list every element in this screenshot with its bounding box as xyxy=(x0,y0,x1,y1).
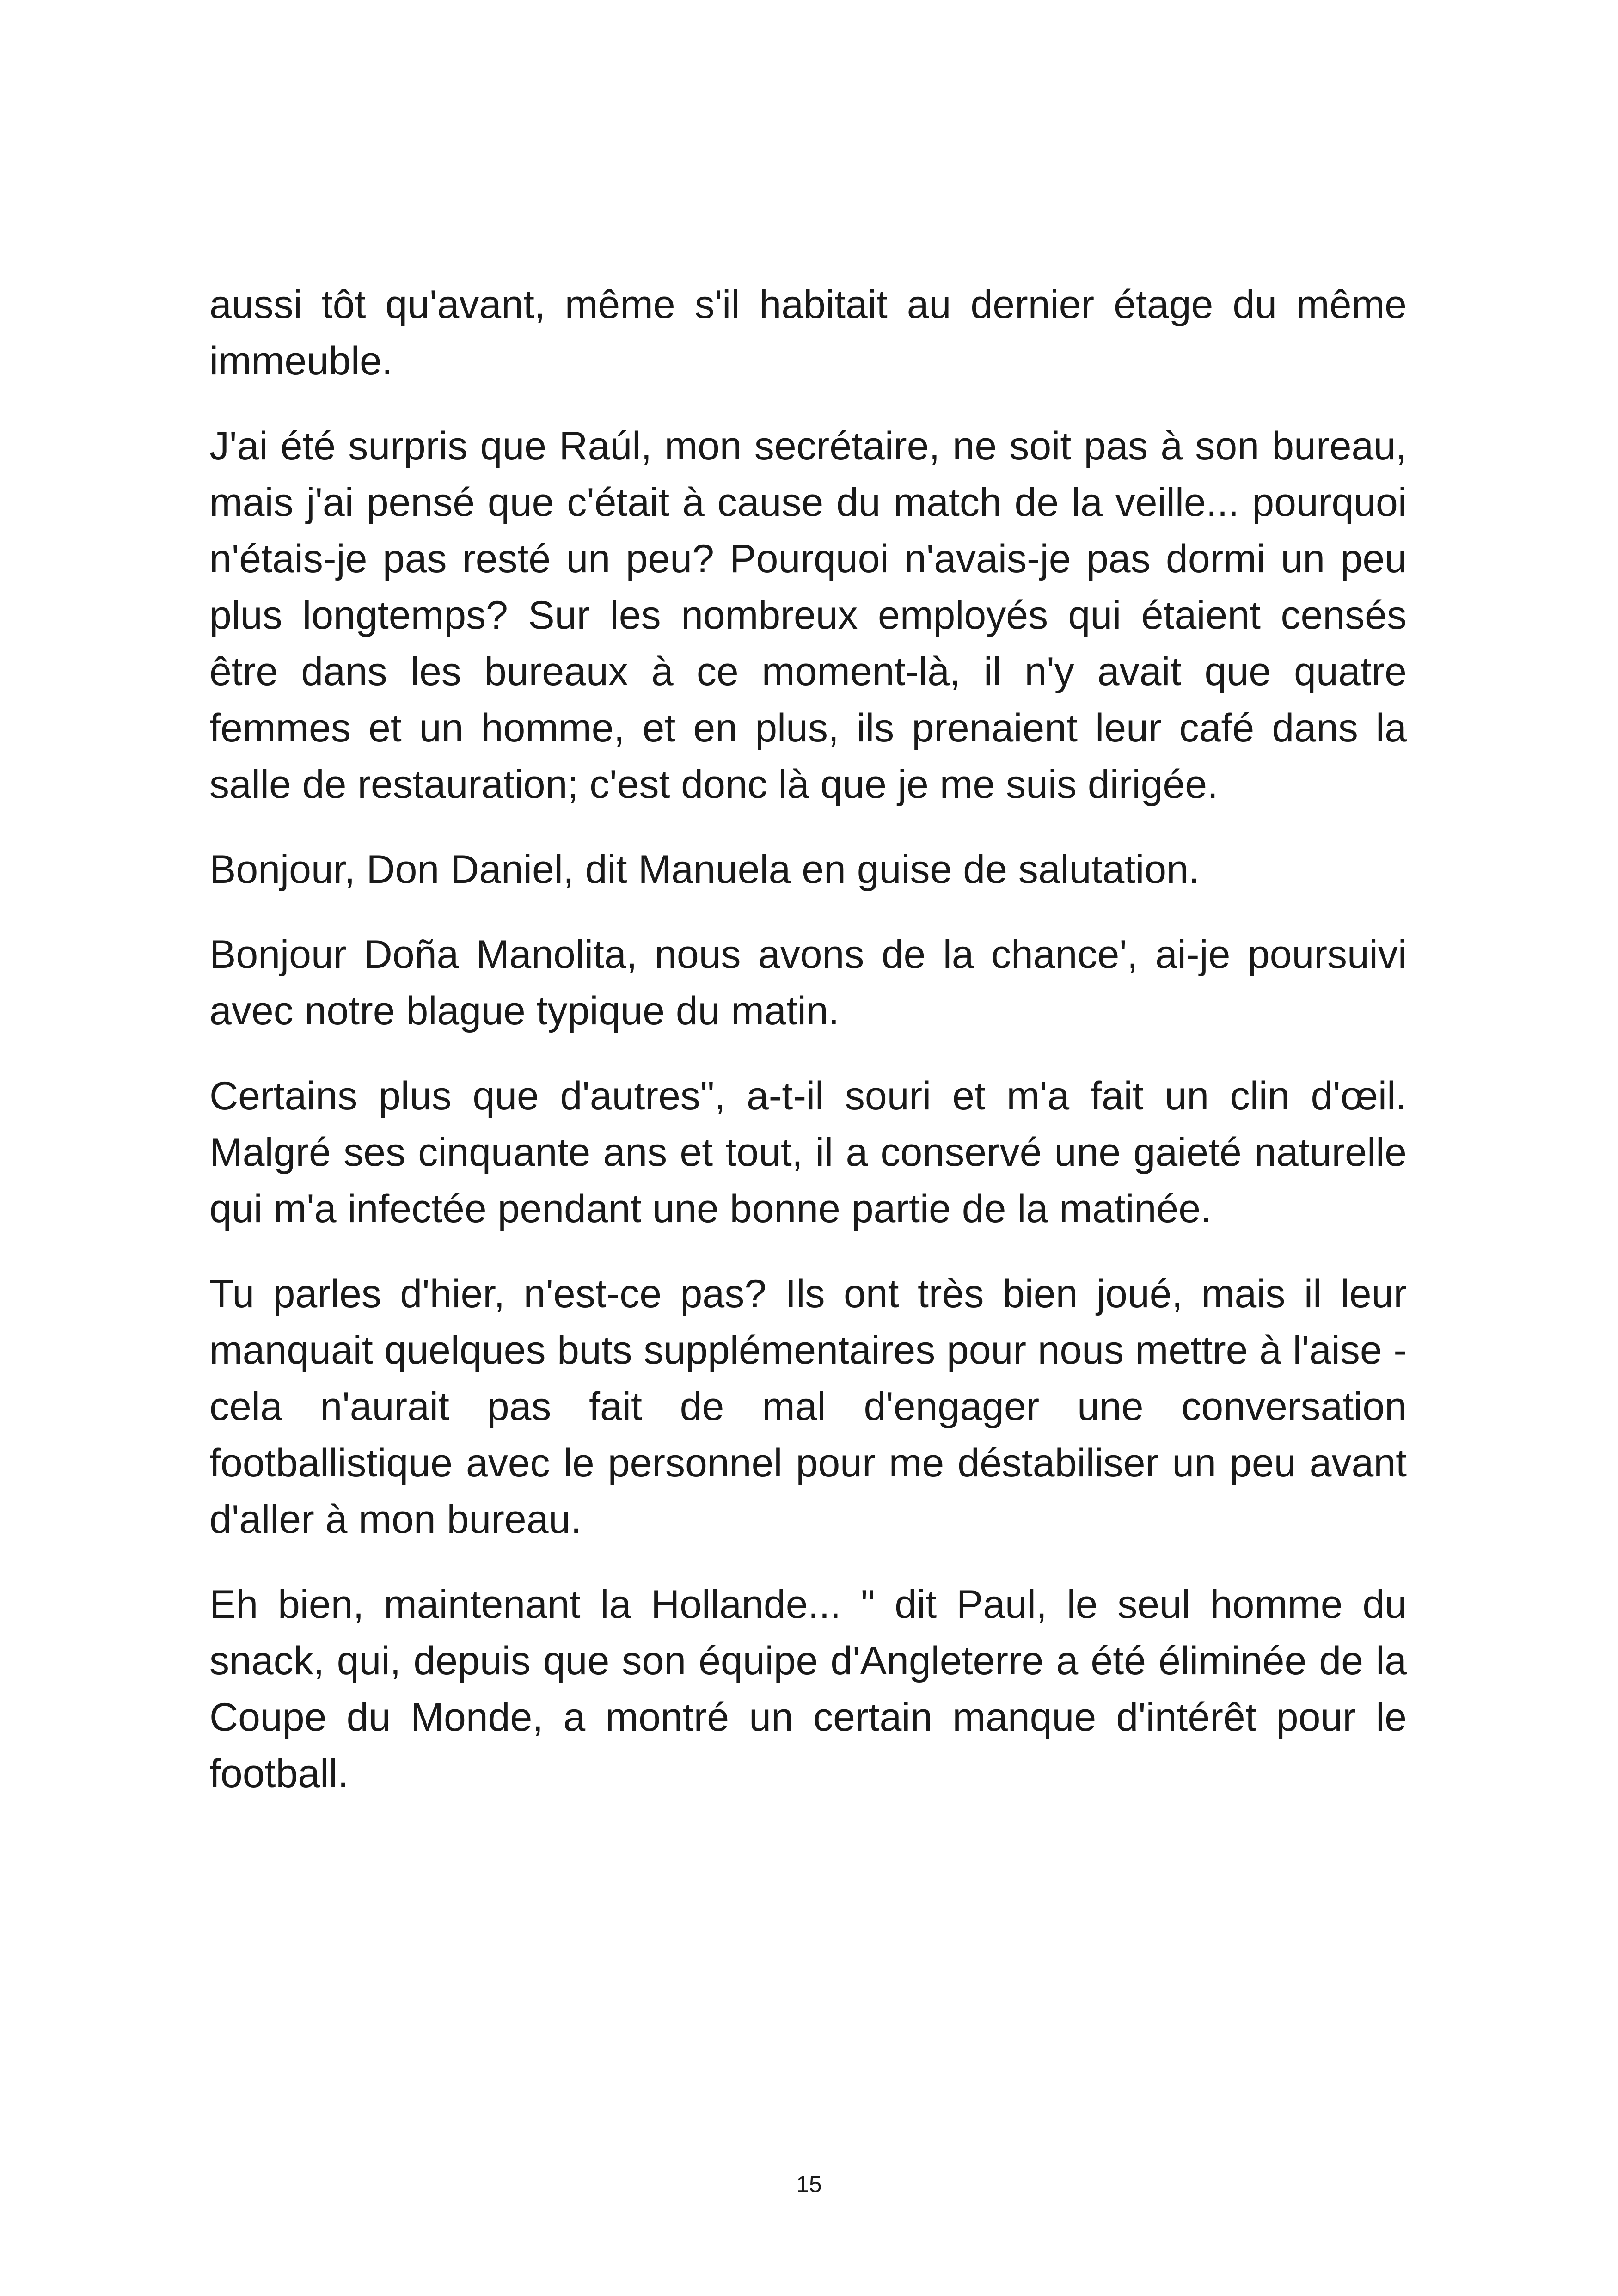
paragraph-3: Bonjour, Don Daniel, dit Manuela en guise de salutation. xyxy=(209,847,1200,892)
paragraph-7: Eh bien, maintenant la Hollande... " dit Paul, le seul homme du snack, qui, depuis que son équipe d'Angleterre a été éliminée de la Coupe du Monde, a montré un certain manque d'intérêt pour le football. xyxy=(209,1582,1407,1796)
paragraph-4: Bonjour Doña Manolita, nous avons de la chance', ai-je poursuivi avec notre blague typique du matin. xyxy=(209,932,1407,1033)
paragraph-2: J'ai été surpris que Raúl, mon secrétaire, ne soit pas à son bureau, mais j'ai pensé que c'était à cause du match de la veille... pourquoi n'étais-je pas resté un peu? Pourquoi n'avais-je pas dormi un peu plus longtemps? Sur les nombreux employés qui étaient censés être dans les bureaux à ce moment-là, il n'y avait que quatre femmes et un homme, et en plus, ils prenaient leur café dans la salle de restauration; c'est donc là que je me suis dirigée. xyxy=(209,424,1407,807)
paragraph-1: aussi tôt qu'avant, même s'il habitait au dernier étage du même immeuble. xyxy=(209,282,1407,383)
paragraph-6: Tu parles d'hier, n'est-ce pas? Ils ont très bien joué, mais il leur manquait quelques buts supplémentaires pour nous mettre à l'aise - cela n'aurait pas fait de mal d'engager une conversation footballistique avec le personnel pour me déstabiliser un peu avant d'aller à mon bureau. xyxy=(209,1272,1407,1542)
body-text xyxy=(209,276,1407,1802)
page-number: 15 xyxy=(796,2171,822,2197)
paragraph-5: Certains plus que d'autres", a-t-il souri et m'a fait un clin d'œil. Malgré ses cinquante ans et tout, il a conservé une gaieté naturelle qui m'a infectée pendant une bonne partie de la matinée. xyxy=(209,1074,1407,1231)
